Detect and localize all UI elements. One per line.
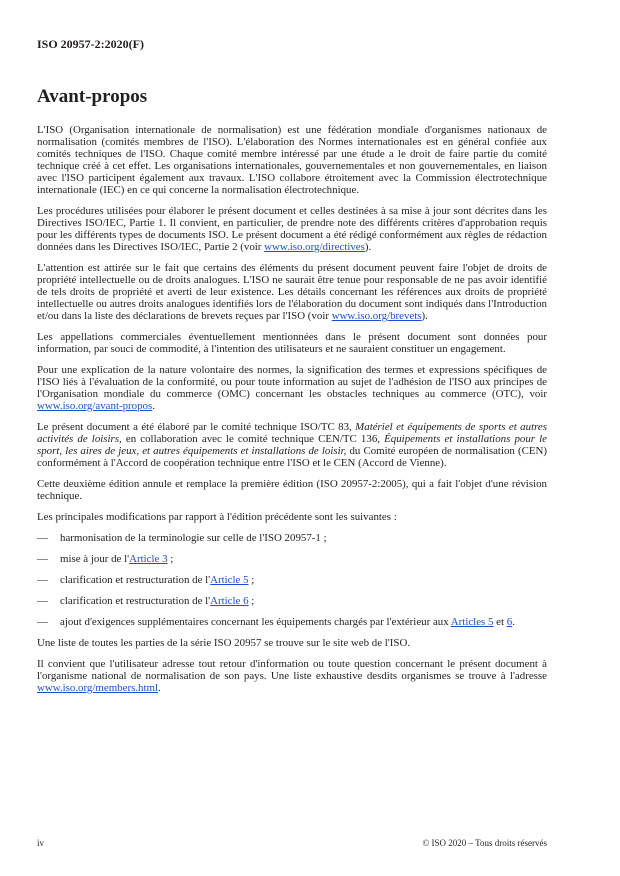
- foreword-body: [37, 124, 547, 703]
- article-3-link[interactable]: Article 3: [129, 553, 168, 565]
- dash-bullet: —: [37, 532, 48, 544]
- committee-title: Équipements et installations pour le sport, les aires de jeux, et autres équipements et installations de loisir,: [37, 433, 547, 457]
- text: .: [152, 400, 155, 412]
- text: ).: [364, 241, 372, 253]
- text: ;: [248, 595, 255, 607]
- text: ;: [248, 574, 255, 586]
- list-text: harmonisation de la terminologie sur celle de l'ISO 20957-1 ;: [60, 532, 327, 544]
- text: clarification et restructuration de l': [60, 595, 211, 607]
- directives-link[interactable]: www.iso.org/directives: [264, 241, 365, 253]
- text: Les procédures utilisées pour élaborer le présent document et celles destinées à sa mise à jour sont décrites dans les Directives ISO/IEC, Partie 1. Il convient, en particulier, de prendre note des différents critères d'approbation requis pour les différents types de documents ISO. Le présent document a été rédigé conformément aux règles de rédaction données dans les Directives ISO/IEC, Partie 2 (voir: [37, 205, 547, 253]
- paragraph: [37, 421, 547, 469]
- text: L'attention est attirée sur le fait que certains des éléments du présent document peuvent faire l'objet de droits de propriété intellectuelle ou de droits analogues. L'ISO ne saurait être tenue pour responsable de ne pas avoir identifié de tels droits de propriété et averti de leur existence. Les détails concernant les références aux droits de propriété intellectuelle ou autres droits analogues identifiés lors de l'élaboration du document sont indiqués dans l'Introduction et/ou dans la liste des déclarations de brevets reçues par l'ISO (voir: [37, 262, 547, 322]
- article-6-link[interactable]: 6: [506, 616, 513, 628]
- paragraph: L'ISO (Organisation internationale de normalisation) est une fédération mondiale d'organismes nationaux de normalisation (comités membres de l'ISO). L'élaboration des Normes internationales est en général confiée aux comités techniques de l'ISO. Chaque comité membre intéressé par une étude a le droit de faire partie du comité technique créé à cet effet. Les organisations internationales, gouvernementales et non gouvernementales, en liaison avec l'ISO participent également aux travaux. L'ISO collabore étroitement avec la Commission électrotechnique internationale (IEC) en ce qui concerne la normalisation électrotechnique.: [37, 124, 547, 196]
- committee-title: Matériel et équipements de sports et autres activités de loisirs: [37, 421, 547, 445]
- text: et: [493, 616, 507, 628]
- dash-bullet: —: [37, 574, 48, 586]
- list-text: [60, 574, 547, 586]
- dash-bullet: —: [37, 553, 48, 565]
- list-item: [37, 532, 547, 544]
- members-link[interactable]: www.iso.org/members.html: [37, 682, 158, 694]
- list-text: [60, 595, 547, 607]
- text: .: [512, 616, 515, 628]
- text: mise à jour de l': [60, 553, 130, 565]
- list-item: [37, 553, 547, 565]
- list-item: [37, 574, 547, 586]
- document-id-header: ISO 20957-2:2020(F): [37, 37, 144, 51]
- list-item: [37, 595, 547, 607]
- dash-bullet: —: [37, 595, 48, 607]
- text: .: [158, 682, 161, 694]
- list-item: [37, 616, 547, 628]
- list-text: [60, 553, 547, 565]
- copyright-notice: © ISO 2020 – Tous droits réservés: [422, 838, 547, 848]
- articles-5-link[interactable]: Articles 5: [450, 616, 494, 628]
- text: ).: [421, 310, 428, 322]
- brevets-link[interactable]: www.iso.org/brevets: [331, 310, 422, 322]
- text: Pour une explication de la nature volontaire des normes, la signification des termes et expressions spécifiques de l'ISO liés à l'évaluation de la conformité, ou pour toute information au sujet de l'adhésion de l'ISO aux principes de l'Organisation mondiale du commerce (OMC) concernant les obstacles techniques au commerce (OTC), voir: [37, 364, 547, 400]
- paragraph: [37, 658, 547, 694]
- text: clarification et restructuration de l': [60, 574, 211, 586]
- paragraph: [37, 205, 547, 253]
- paragraph: Les appellations commerciales éventuellement mentionnées dans le présent document sont données pour information, par souci de commodité, à l'intention des utilisateurs et ne sauraient constituer un engagement.: [37, 331, 547, 355]
- paragraph: [37, 262, 547, 322]
- paragraph: Une liste de toutes les parties de la série ISO 20957 se trouve sur le site web de l'ISO.: [37, 637, 411, 649]
- article-5-link[interactable]: Article 5: [210, 574, 249, 586]
- page-title: Avant-propos: [37, 86, 148, 107]
- text: ajout d'exigences supplémentaires concernant les équipements chargés par l'extérieur aux: [60, 616, 451, 628]
- paragraph: Cette deuxième édition annule et remplace la première édition (ISO 20957-2:2005), qui a fait l'objet d'une révision technique.: [37, 478, 547, 502]
- page-number: iv: [37, 838, 45, 848]
- text: du Comité européen de normalisation (CEN) conformément à l'Accord de coopération technique entre l'ISO et le CEN (Accord de Vienne).: [37, 445, 547, 469]
- paragraph: [37, 364, 547, 412]
- text: Il convient que l'utilisateur adresse tout retour d'information ou toute question concernant le présent document à l'organisme national de normalisation de son pays. Une liste exhaustive desdits organismes se trouve à l'adresse: [37, 658, 547, 682]
- text: ;: [167, 553, 174, 565]
- text: , en collaboration avec le comité technique CEN/TC 136,: [119, 433, 385, 445]
- paragraph: Les principales modifications par rapport à l'édition précédente sont les suivantes :: [37, 511, 397, 523]
- dash-bullet: —: [37, 616, 48, 628]
- avant-propos-link[interactable]: www.iso.org/avant-propos: [37, 400, 153, 412]
- list-text: [60, 616, 547, 628]
- article-6-link[interactable]: Article 6: [210, 595, 249, 607]
- text: Le présent document a été élaboré par le comité technique ISO/TC 83,: [37, 421, 356, 433]
